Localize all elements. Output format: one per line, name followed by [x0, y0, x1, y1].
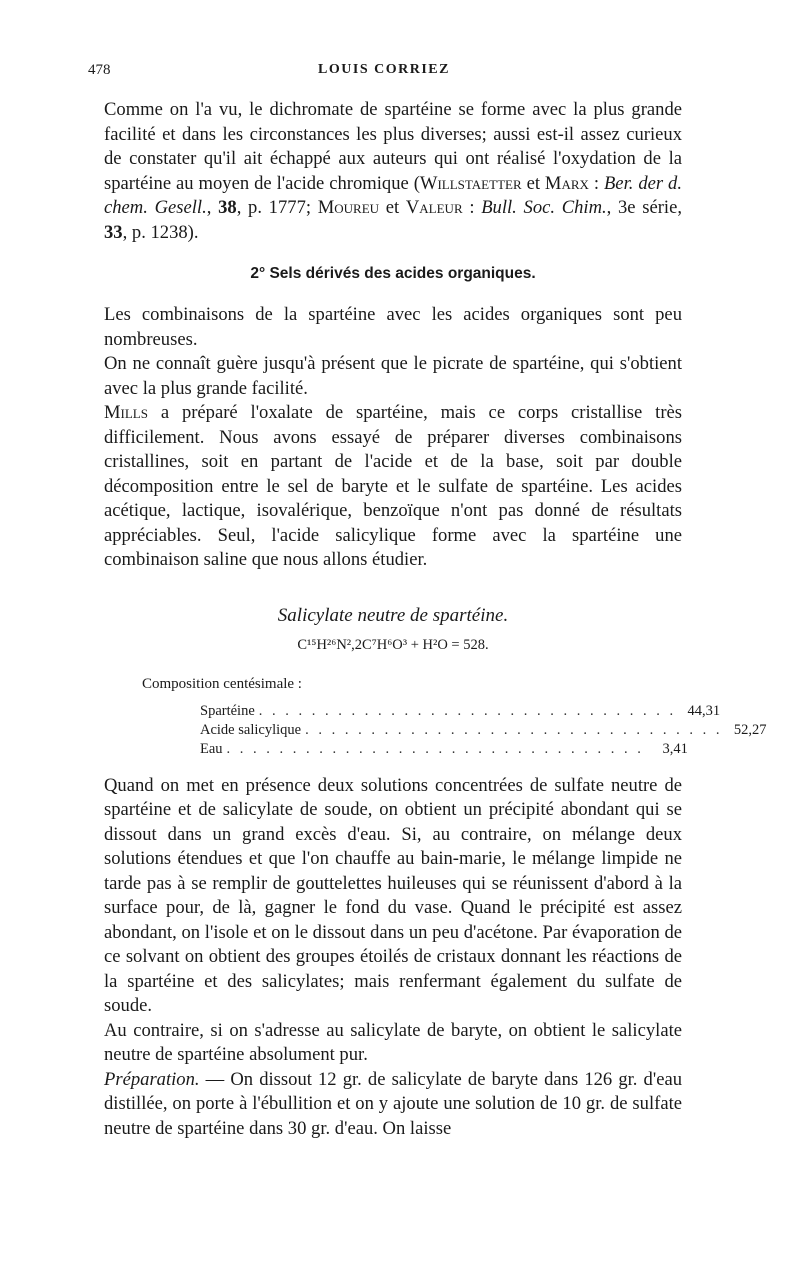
paragraph-picrate: On ne connaît guère jusqu'à présent que le picrate de spartéine, qui s'obtient avec la plus grande facilité. [104, 353, 682, 399]
paragraph-preparation: Préparation. — On dissout 12 gr. de salicylate de baryte dans 126 gr. d'eau distillée, on porte à l'ébullition et on y ajoute une solution de 10 gr. de sulfate neutre de spartéine dans 30 gr. d'eau. On laisse [104, 1068, 682, 1139]
journal-bull: Bull. Soc. Chim. [481, 197, 607, 218]
page-number: 478 [88, 62, 111, 78]
composition-row: Eau . . . . . . . . . . . . . . . . . . . . . . . . . . . . . . . . 3,41 [200, 740, 688, 757]
chemical-formula: C¹⁵H²⁶N²,2C⁷H⁶O³ + H²O = 528. [297, 636, 489, 653]
page-body [104, 98, 767, 1141]
preparation-label: Préparation. [104, 1068, 200, 1090]
section-title: 2° Sels dérivés des acides organiques. [250, 265, 536, 282]
composition-row: Spartéine . . . . . . . . . . . . . . . . . . . . . . . . . . . . . . . . 44,31 [200, 702, 721, 719]
author-mills: Mills [104, 402, 148, 423]
page-header [88, 62, 680, 86]
author-valeur: Valeur [405, 197, 463, 218]
composition-title: Composition centésimale : [142, 675, 302, 692]
paragraph-precipite: Quand on met en présence deux solutions concentrées de sulfate neutre de spartéine et de salicylate de soude, on obtient un précipité abondant qui se dissout dans un grand excès d'eau. Si, au contraire, on mélange deux solutions étendues et que l'on chauffe au bain-marie, le mélange limpide ne tarde pas à se remplir de gouttelettes huileuses qui se réunissent d'abord à la surface pour, de là, gagner le fond du vase. Quand le précipité est assez abondant, on l'isole et on le dissout dans un peu d'acétone. Par évaporation de ce solvant on obtient des groupes étoilés de cristaux donnant les réactions de la spartéine et des salicylates; mais renfermant également du sulfate de soude. [104, 774, 682, 1016]
paragraph-baryte: Au contraire, si on s'adresse au salicylate de baryte, on obtient le salicylate neutre de spartéine absolument pur. [104, 1019, 682, 1065]
author-moureu: Moureu [317, 197, 380, 218]
paragraph-mills: Mills a préparé l'oxalate de spartéine, mais ce corps cristallise très difficilement. Nous avons essayé de préparer diverses combinaisons cristallines, soit en partant de l'acide et de la base, soit par double décomposition entre le sel de baryte et le sulfate de spartéine. Les acides acétique, lactique, isovalérique, benzoïque n'ont pas donné de résultats appréciables. Seul, l'acide salicylique forme avec la spartéine une combinaison saline que nous allons étudier. [104, 402, 682, 570]
author-marx: Marx [544, 172, 589, 194]
running-title: LOUIS CORRIEZ [318, 62, 450, 77]
composition-row: Acide salicylique . . . . . . . . . . . . . . . . . . . . . . . . . . . . . . . . 52,27 [200, 721, 767, 738]
composition-table [200, 702, 767, 760]
salt-title: Salicylate neutre de spartéine. [277, 604, 509, 626]
journal-ber: Ber. der d. chem. Gesell. [104, 172, 682, 218]
author-willstaetter: Willstaetter [419, 172, 522, 194]
paragraph-combinaisons: Les combinaisons de la spartéine avec les acides organiques sont peu nombreuses. [104, 304, 682, 350]
paragraph-dichromate: Comme on l'a vu, le dichromate de spartéine se forme avec la plus grande facilité et dans les circonstances les plus diverses; aussi est-il assez curieux de constater qu'il ait échappé aux auteurs qui ont réalisé l'oxydation de la spartéine au moyen de l'acide chromique (Willstaetter et Marx : Ber. der d. chem. Gesell., 38, p. 1777; Moureu et Valeur : Bull. Soc. Chim., 3e série, 33, p. 1238). [104, 99, 682, 243]
